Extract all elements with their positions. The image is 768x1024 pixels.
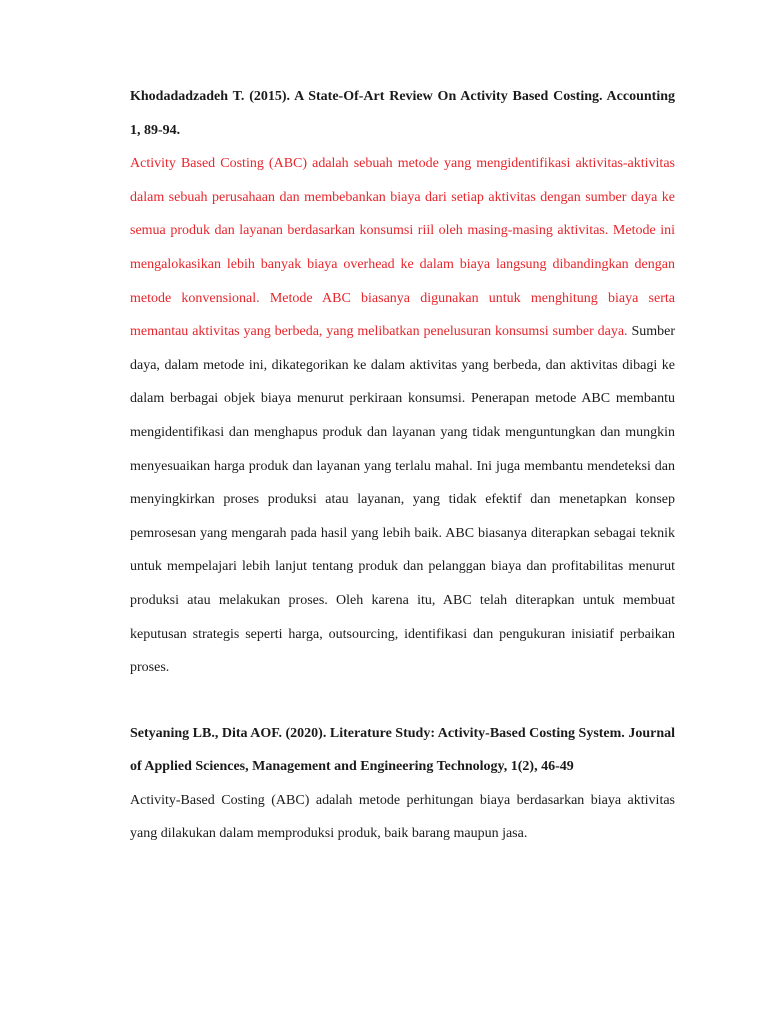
summary-paragraph <box>130 784 675 851</box>
paragraph-text: Sumber daya, dalam metode ini, dikategorikan ke dalam aktivitas yang berbeda, dan aktivitas dibagi ke dalam berbagai objek biaya menurut perkiraan konsumsi. Penerapan metode ABC membantu mengidentifikasi dan menghapus produk dan layanan yang tidak menguntungkan dan mungkin menyesuaikan harga produk dan layanan yang terlalu mahal. Ini juga membantu mendeteksi dan menyingkirkan proses produksi atau layanan, yang tidak efektif dan menetapkan konsep pemrosesan yang mengarah pada hasil yang lebih baik. ABC biasanya diterapkan sebagai teknik untuk mempelajari lebih lanjut tentang produk dan pelanggan biaya dan profitabilitas menurut produksi atau melakukan proses. Oleh karena itu, ABC telah diterapkan untuk membuat keputusan strategis seperti harga, outsourcing, identifikasi dan pengukuran inisiatif perbaikan proses. <box>130 324 675 676</box>
highlighted-text: Activity Based Costing (ABC) adalah sebuah metode yang mengidentifikasi aktivitas-aktivitas dalam sebuah perusahaan dan membebankan biaya dari setiap aktivitas dengan sumber daya ke semua produk dan layanan berdasarkan konsumsi riil oleh masing-masing aktivitas. Metode ini mengalokasikan lebih banyak biaya overhead ke dalam biaya langsung dibandingkan dengan metode konvensional. Metode ABC biasanya digunakan untuk menghitung biaya serta memantau aktivitas yang berbeda, yang melibatkan penelusuran konsumsi sumber daya. <box>130 156 675 340</box>
paragraph-text: Activity-Based Costing (ABC) adalah metode perhitungan biaya berdasarkan biaya aktivitas yang dilakukan dalam memproduksi produk, baik barang maupun jasa. <box>130 792 675 842</box>
citation-heading: Khodadadzadeh T. (2015). A State-Of-Art Review On Activity Based Costing. Accounting 1, 89-94. <box>130 89 675 138</box>
document-content <box>130 80 675 851</box>
reference-entry-1 <box>130 80 675 685</box>
summary-paragraph <box>130 147 675 685</box>
entry-spacer <box>130 685 675 717</box>
reference-entry-2 <box>130 717 675 851</box>
citation-heading: Setyaning LB., Dita AOF. (2020). Literature Study: Activity-Based Costing System. Journal of Applied Sciences, Management and Engineering Technology, 1(2), 46-49 <box>130 725 675 775</box>
